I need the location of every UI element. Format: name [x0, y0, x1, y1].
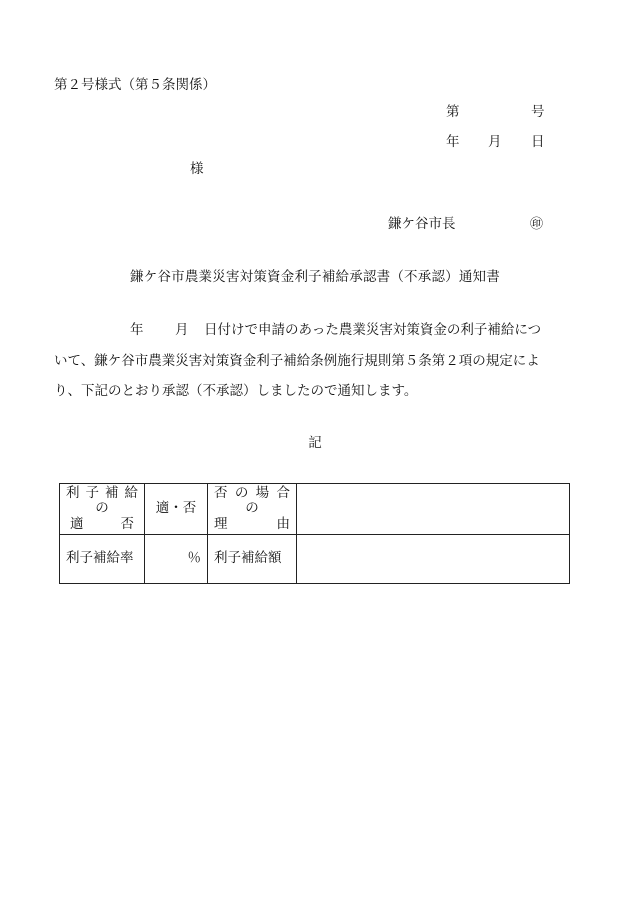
- body-line-2: いて、鎌ケ谷市農業災害対策資金利子補給条例施行規則第５条第２項の規定によ: [54, 353, 540, 369]
- seal-mark: ㊞: [530, 217, 544, 232]
- body-line-3: り、下記のとおり承認（不承認）しましたので通知します。: [54, 383, 418, 399]
- cell-reason-value[interactable]: [297, 484, 570, 535]
- table-row: [60, 484, 570, 535]
- cell-reason-label: [208, 484, 297, 535]
- form-label: 第２号様式（第５条関係）: [54, 77, 216, 93]
- document-title: 鎌ケ谷市農業災害対策資金利子補給承認書（不承認）通知書: [130, 269, 500, 285]
- cell-rate-label: 利子補給率: [60, 535, 145, 584]
- label-line: 利子補給: [66, 484, 138, 501]
- cell-approval-value: 適・否: [145, 484, 208, 535]
- label-line: 否の場合: [214, 484, 290, 501]
- label-line: 適否: [70, 515, 134, 532]
- date-day-label: 日: [531, 134, 545, 150]
- issuer-name: 鎌ケ谷市長: [388, 216, 456, 232]
- ki-heading: 記: [308, 435, 322, 451]
- body-line-1: 日付けで申請のあった農業災害対策資金の利子補給につ: [204, 322, 542, 338]
- body-year-label: 年: [130, 322, 144, 338]
- cell-approval-label: [60, 484, 145, 535]
- addressee-suffix: 様: [190, 161, 204, 177]
- label-line: の: [245, 500, 259, 517]
- body-month-label: 月: [175, 322, 189, 338]
- table-row: [60, 535, 570, 584]
- info-table: [59, 483, 570, 584]
- cell-rate-value[interactable]: ％: [145, 535, 208, 584]
- label-line: 理由: [214, 515, 290, 532]
- cell-amount-value[interactable]: [297, 535, 570, 584]
- number-prefix: 第: [446, 104, 460, 120]
- number-suffix: 号: [531, 104, 545, 120]
- label-line: の: [95, 500, 109, 517]
- date-month-label: 月: [488, 134, 502, 150]
- cell-amount-label: 利子補給額: [208, 535, 297, 584]
- date-year-label: 年: [446, 134, 460, 150]
